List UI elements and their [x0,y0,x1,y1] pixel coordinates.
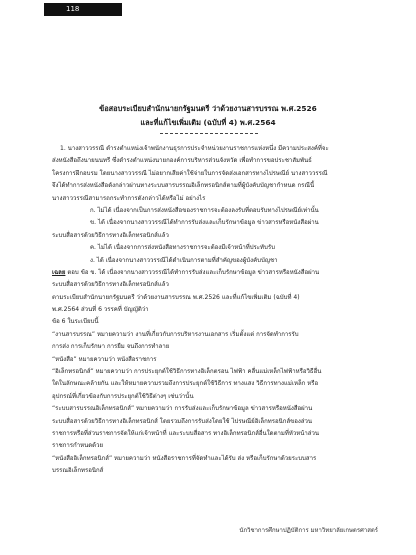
question-line: จึงได้ทำการส่งหนังสือดังกล่าวผ่านทางระบบสารบรรณอิเล็กทรอนิกส์ตามที่ผู้บังคับบัญชากำหนด กรณีนี้ [52,182,315,190]
definition-line: ราชการหรือที่ส่วนราชการจัดให้แก่เจ้าหน้าที่ และระบบสื่อสาร ทางอิเล็กทรอนิกส์อื่นใดตามที่หัวหน้าส่วน [52,429,319,437]
definition-line: “อิเล็กทรอนิกส์” หมายความว่า การประยุกต์ใช้วิธีการทางอิเล็กตรอน ไฟฟ้า คลื่นแม่เหล็กไฟฟ้าหรือวิธีอื่น [52,368,322,376]
definition-line: ราชการกำหนดด้วย [52,442,104,450]
regulation-ref: พ.ศ.2564 ส่วนที่ 6 วรรคที่ บัญญัติว่า [52,306,149,314]
definition-line: “ระบบสารบรรณอิเล็กทรอนิกส์” หมายความว่า การรับส่งและเก็บรักษาข้อมูล ข่าวสารหรือหนังสือผ่าน [52,405,313,413]
definition-line: “หนังสืออิเล็กทรอนิกส์” หมายความว่า หนังสือราชการที่จัดทำและได้รับ ส่ง หรือเก็บรักษาด้วยระบบสาร [52,454,317,462]
question-line: 1. นางสาววรรณี ดำรงตำแหน่งเจ้าพนักงานธุรการประจำหน่วยงานราชการแห่งหนึ่ง มีความประสงค์ที่จะ [60,145,329,152]
question-line: โครงการฝึกอบรม โดยนางสาววรรณี ไม่อยากเสียค่าใช้จ่ายในการจัดส่งเอกสารทางไปรษณีย์ นางสาววรรณี [52,169,328,177]
choice-a: ก. ไม่ได้ เนื่องจากเป็นการส่งหนังสือของราชการจะต้องลงรับที่ตอบรับทางไปรษณีย์เท่านั้น [90,206,319,214]
title-line-1: ข้อสอบระเบียบสำนักนายกรัฐมนตรี ว่าด้วยงานสารบรรณ พ.ศ.2526 [99,104,317,113]
document-body [52,143,376,478]
definition-line: บรรณอิเล็กทรอนิกส์ [52,467,104,475]
definition-line: “งานสารบรรณ” หมายความว่า งานที่เกี่ยวกับการบริหารงานเอกสาร เริ่มตั้งแต่ การจัดทำการรับ [52,330,299,338]
choice-b-cont: ระบบสื่อสารด้วยวิธีการทางอิเล็กทรอนิกส์แล้ว [52,231,169,239]
definition-line: “หนังสือ” หมายความว่า หนังสือราชการ [52,355,157,363]
choice-c: ค. ไม่ได้ เนื่องจากการส่งหนังสือทางราชการจะต้องมีเจ้าหน้าที่ประทับรับ [90,244,275,252]
title-line-2: และที่แก้ไขเพิ่มเติม (ฉบับที่ 4) พ.ศ.2564 [140,118,276,127]
answer-line [52,267,376,279]
choice-b: ข. ได้ เนื่องจากนางสาววรรณีได้ทำการรับส่งและเก็บรักษาข้อมูล ข่าวสารหรือหนังสือผ่าน [90,219,319,227]
definition-line: ระบบสื่อสารด้วยวิธีการทางอิเล็กทรอนิกส์ โดยรวมถึงการรับส่งโดยใช้ ไปรษณีย์อิเล็กทรอนิกส์ของส่วน [52,417,313,425]
title-divider [160,133,258,134]
page-footer: นักวิชาการศึกษาปฏิบัติการ มหาวิทยาลัยเกษตรศาสตร์ [239,527,378,534]
answer-label: เฉลย [52,268,66,276]
answer-cont: ระบบสื่อสารด้วยวิธีการทางอิเล็กทรอนิกส์แล้ว [52,281,169,289]
clause-heading: ข้อ 6 ในระเบียบนี้ [52,318,99,326]
question-line: นางสาววรรณีสามารถกระทำการดังกล่าวได้หรือไม่ อย่างไร [52,194,206,202]
regulation-ref: ตามระเบียบสำนักนายกรัฐมนตรี ว่าด้วยงานสารบรรณ พ.ศ.2526 และที่แก้ไขเพิ่มเติม (ฉบับที่ 4) [52,293,300,301]
definition-line: อุปกรณ์ที่เกี่ยวข้องกับการประยุกต์ใช้วิธีต่างๆ เช่นว่านั้น [52,392,194,400]
document-title [0,102,416,130]
page-number-tab [44,3,122,16]
question-line: ส่งหนังสือถึงนายนนทรี ซึ่งดำรงตำแหน่งนายกองค์การบริหารส่วนจังหวัด เพื่อทำการขอประชาสัมพันธ์ [52,157,312,165]
definition-line: การส่ง การเก็บรักษา การยืม จนถึงการทำลาย [52,343,170,351]
choice-d: ง. ได้ เนื่องจากนางสาววรรณีได้ดำเนินการตามที่สำคัญของผู้บังคับบัญชา [90,256,278,264]
page-number: 118 [66,5,80,13]
definition-line: ใดในลักษณะคล้ายกัน และให้หมายความรวมถึงการประยุกต์ใช้วิธีการ ทางแสง วิธีการทางแม่เหล็ก หรือ [52,380,319,388]
answer-text: ตอบ ข้อ ข. ได้ เนื่องจากนางสาววรรณีได้ทำการรับส่งและเก็บรักษาข้อมูล ข่าวสารหรือหนังสือผ่าน [67,268,320,276]
